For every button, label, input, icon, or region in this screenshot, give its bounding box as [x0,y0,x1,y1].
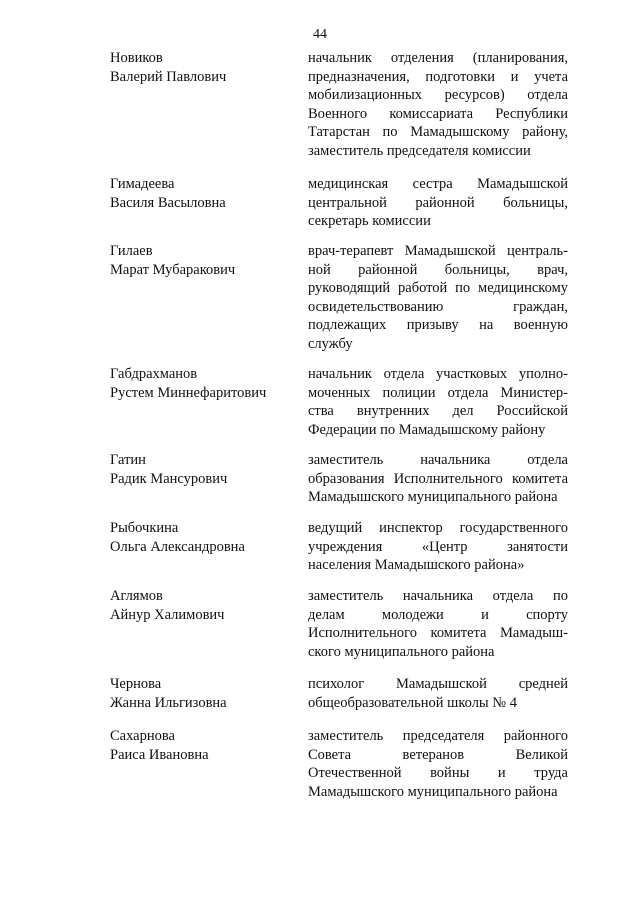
entry-chernova [110,675,568,712]
member-name: Аглямов Айнур Халимович [110,588,225,623]
member-role: психолог Мамадышской средней общеобразовательной школы № 4 [308,676,568,711]
member-role: врач-терапевт Мамадышской централь- ной районной больницы, врач, руководящий работой по медицинскому освидетельствованию граждан, подлежащих призыву на военную службу [308,243,568,352]
member-role: заместитель начальника отдела по делам молодежи и спорту Исполнительного комитета Мамадыш- ского муниципального района [308,588,568,660]
member-role: заместитель председателя районного Совета ветеранов Великой Отечественной войны и труда Мамадышского муниципального района [308,728,568,800]
entry-gatin [110,451,568,507]
member-name: Чернова Жанна Ильгизовна [110,676,227,711]
entry-aglyamov [110,587,568,661]
member-role: заместитель начальника отдела образования Исполнительного комитета Мамадышского муниципального района [308,452,568,506]
entry-gilaev [110,242,568,354]
member-name: Габдрахманов Рустем Миннефаритович [110,366,267,401]
member-name: Сахарнова Раиса Ивановна [110,728,209,763]
member-role: ведущий инспектор государственного учреждения «Центр занятости населения Мамадышского района» [308,520,568,574]
member-role: начальник отделения (планирования, предназначения, подготовки и учета мобилизационных ресурсов) отдела Военного комиссариата Республики Татарстан по Мамадышскому району, заместитель председателя комиссии [308,50,568,159]
member-name: Гимадеева Василя Васыловна [110,176,226,211]
member-name: Гатин Радик Мансурович [110,452,228,487]
member-name: Рыбочкина Ольга Александровна [110,520,245,555]
entry-sakharnova [110,727,568,801]
entry-rybochkina [110,519,568,575]
entry-gabdrakhmanov [110,365,568,439]
member-role: медицинская сестра Мамадышской центральной районной больницы, секретарь комиссии [308,176,568,230]
member-name: Новиков Валерий Павлович [110,50,227,85]
entry-gimadeeva [110,175,568,231]
member-role: начальник отдела участковых уполно- моченных полиции отдела Министер- ства внутренних дел Российской Федерации по Мамадышскому району [308,366,568,438]
entry-novikov [110,49,568,161]
member-name: Гилаев Марат Мубаракович [110,243,236,278]
page-number: 44 [313,27,327,42]
